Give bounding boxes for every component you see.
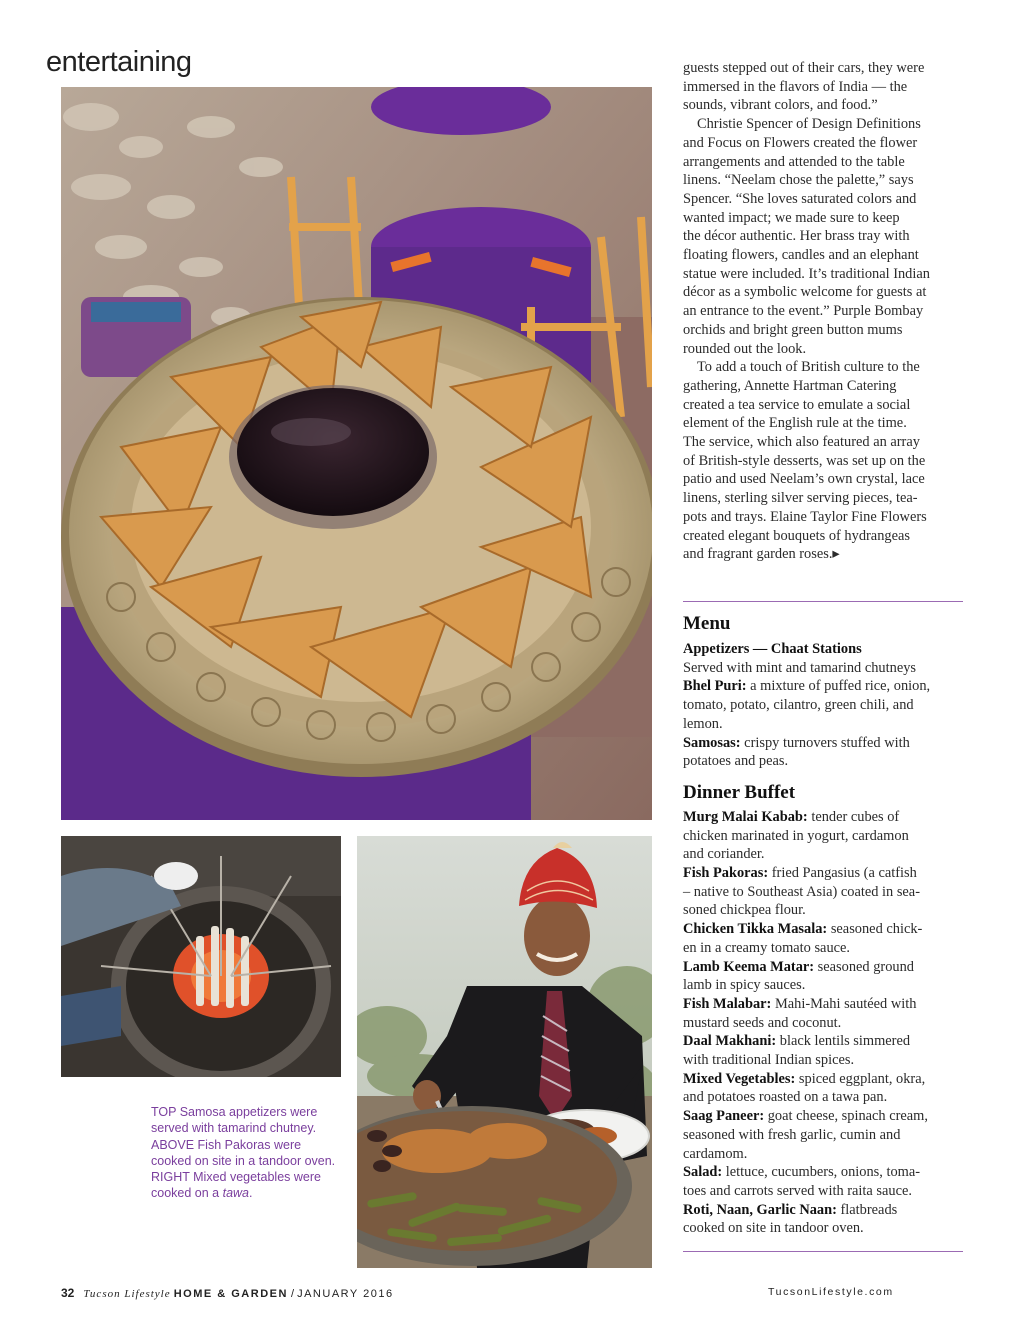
article-paragraph-2: Christie Spencer of Design Definitions and Focus on Flowers created the flower arrangements and attended to the table linens. “Neelam chose the palette,” says Spencer. “She loves saturated colors and wanted impact; we made sure to keep the décor authentic. Her brass tray with floating flowers, candles and an elephant statue were included. It’s traditional Indian décor as a symbolic welcome for guests at an entrance to the event.” Purple Bombay orchids and bright green button mums rounded out the look. [683, 116, 930, 357]
menu-item: Bhel Puri: a mixture of puffed rice, onion, tomato, potato, cilantro, green chili, and lemon. [683, 678, 931, 732]
caption-line: cooked on a tawa. [151, 1186, 253, 1201]
menu-item: Chicken Tikka Masala: seasoned chick- en in a creamy tomato sauce. [683, 921, 923, 956]
caption-line: served with tamarind chutney. [151, 1121, 317, 1136]
caption-italic-word: tawa [222, 1186, 249, 1201]
magazine-section: HOME & GARDEN [173, 1288, 288, 1300]
server-mixed-vegetables-photo [357, 836, 652, 1268]
menu-item: Murg Malai Kabab: tender cubes of chicken marinated in yogurt, cardamon and coriander. [683, 808, 909, 863]
menu-item: Saag Paneer: goat cheese, spinach cream, seasoned with fresh garlic, cumin and cardamom. [683, 1108, 928, 1162]
issue-date: JANUARY 2016 [297, 1288, 394, 1300]
menu-item: Samosas: crispy turnovers stuffed with potatoes and peas. [683, 734, 910, 770]
menu-top-rule [683, 601, 963, 602]
menu-bottom-rule [683, 1251, 963, 1252]
menu-item: Roti, Naan, Garlic Naan: flatbreads cooked on site in tandoor oven. [683, 1201, 898, 1237]
section-label: entertaining [46, 46, 192, 78]
article-paragraph-3: To add a touch of British culture to the gathering, Annette Hartman Catering created a tea service to emulate a social element of the English rule at the time. The service, which also featured an array of British-style desserts, was set up on the patio and used Neelam’s own crystal, lace linens, sterling silver serving pieces, tea- pots and trays. Elaine Taylor Fine Flowers created elegant bouquets of hydrangeas and fragrant garden roses.▸ [683, 359, 927, 563]
menu-item: Fish Malabar: Mahi-Mahi sautéed with mustard seeds and coconut. [683, 995, 917, 1031]
menu-item: Fish Pakoras: fried Pangasius (a catfish – native to Southeast Asia) coated in sea- soned chickpea flour. [683, 865, 920, 919]
menu-sidebar [683, 612, 965, 1238]
magazine-name: Tucson Lifestyle [83, 1288, 171, 1300]
appetizers-note: Served with mint and tamarind chutneys [683, 659, 916, 676]
article-paragraph-1: guests stepped out of their cars, they were immersed in the flavors of India — the sounds, vibrant colors, and food.” [683, 60, 925, 114]
page-number: 32 [61, 1286, 75, 1300]
article-body [683, 59, 965, 564]
tandoor-oven-photo [61, 836, 341, 1077]
caption-line: TOP Samosa appetizers were [151, 1105, 318, 1119]
dinner-buffet-heading: Dinner Buffet [683, 781, 796, 803]
page-footer [61, 1286, 394, 1300]
caption-line: ABOVE Fish Pakoras were [151, 1137, 302, 1152]
samosa-tray-photo [61, 87, 652, 820]
caption-line: RIGHT Mixed vegetables were [151, 1170, 321, 1185]
appetizers-heading: Appetizers — Chaat Stations [683, 641, 862, 657]
website-link[interactable]: TucsonLifestyle.com [768, 1286, 894, 1298]
menu-item: Lamb Keema Matar: seasoned ground lamb in spicy sauces. [683, 958, 914, 994]
menu-item: Mixed Vegetables: spiced eggplant, okra, and potatoes roasted on a tawa pan. [683, 1070, 926, 1106]
footer-separator: / [287, 1288, 298, 1300]
menu-item: Salad: lettuce, cucumbers, onions, toma- toes and carrots served with raita sauce. [683, 1164, 921, 1199]
photo-caption [151, 1104, 351, 1202]
menu-item: Daal Makhani: black lentils simmered with traditional Indian spices. [683, 1033, 911, 1069]
caption-line: cooked on site in a tandoor oven. [151, 1153, 336, 1168]
menu-title: Menu [683, 613, 731, 634]
